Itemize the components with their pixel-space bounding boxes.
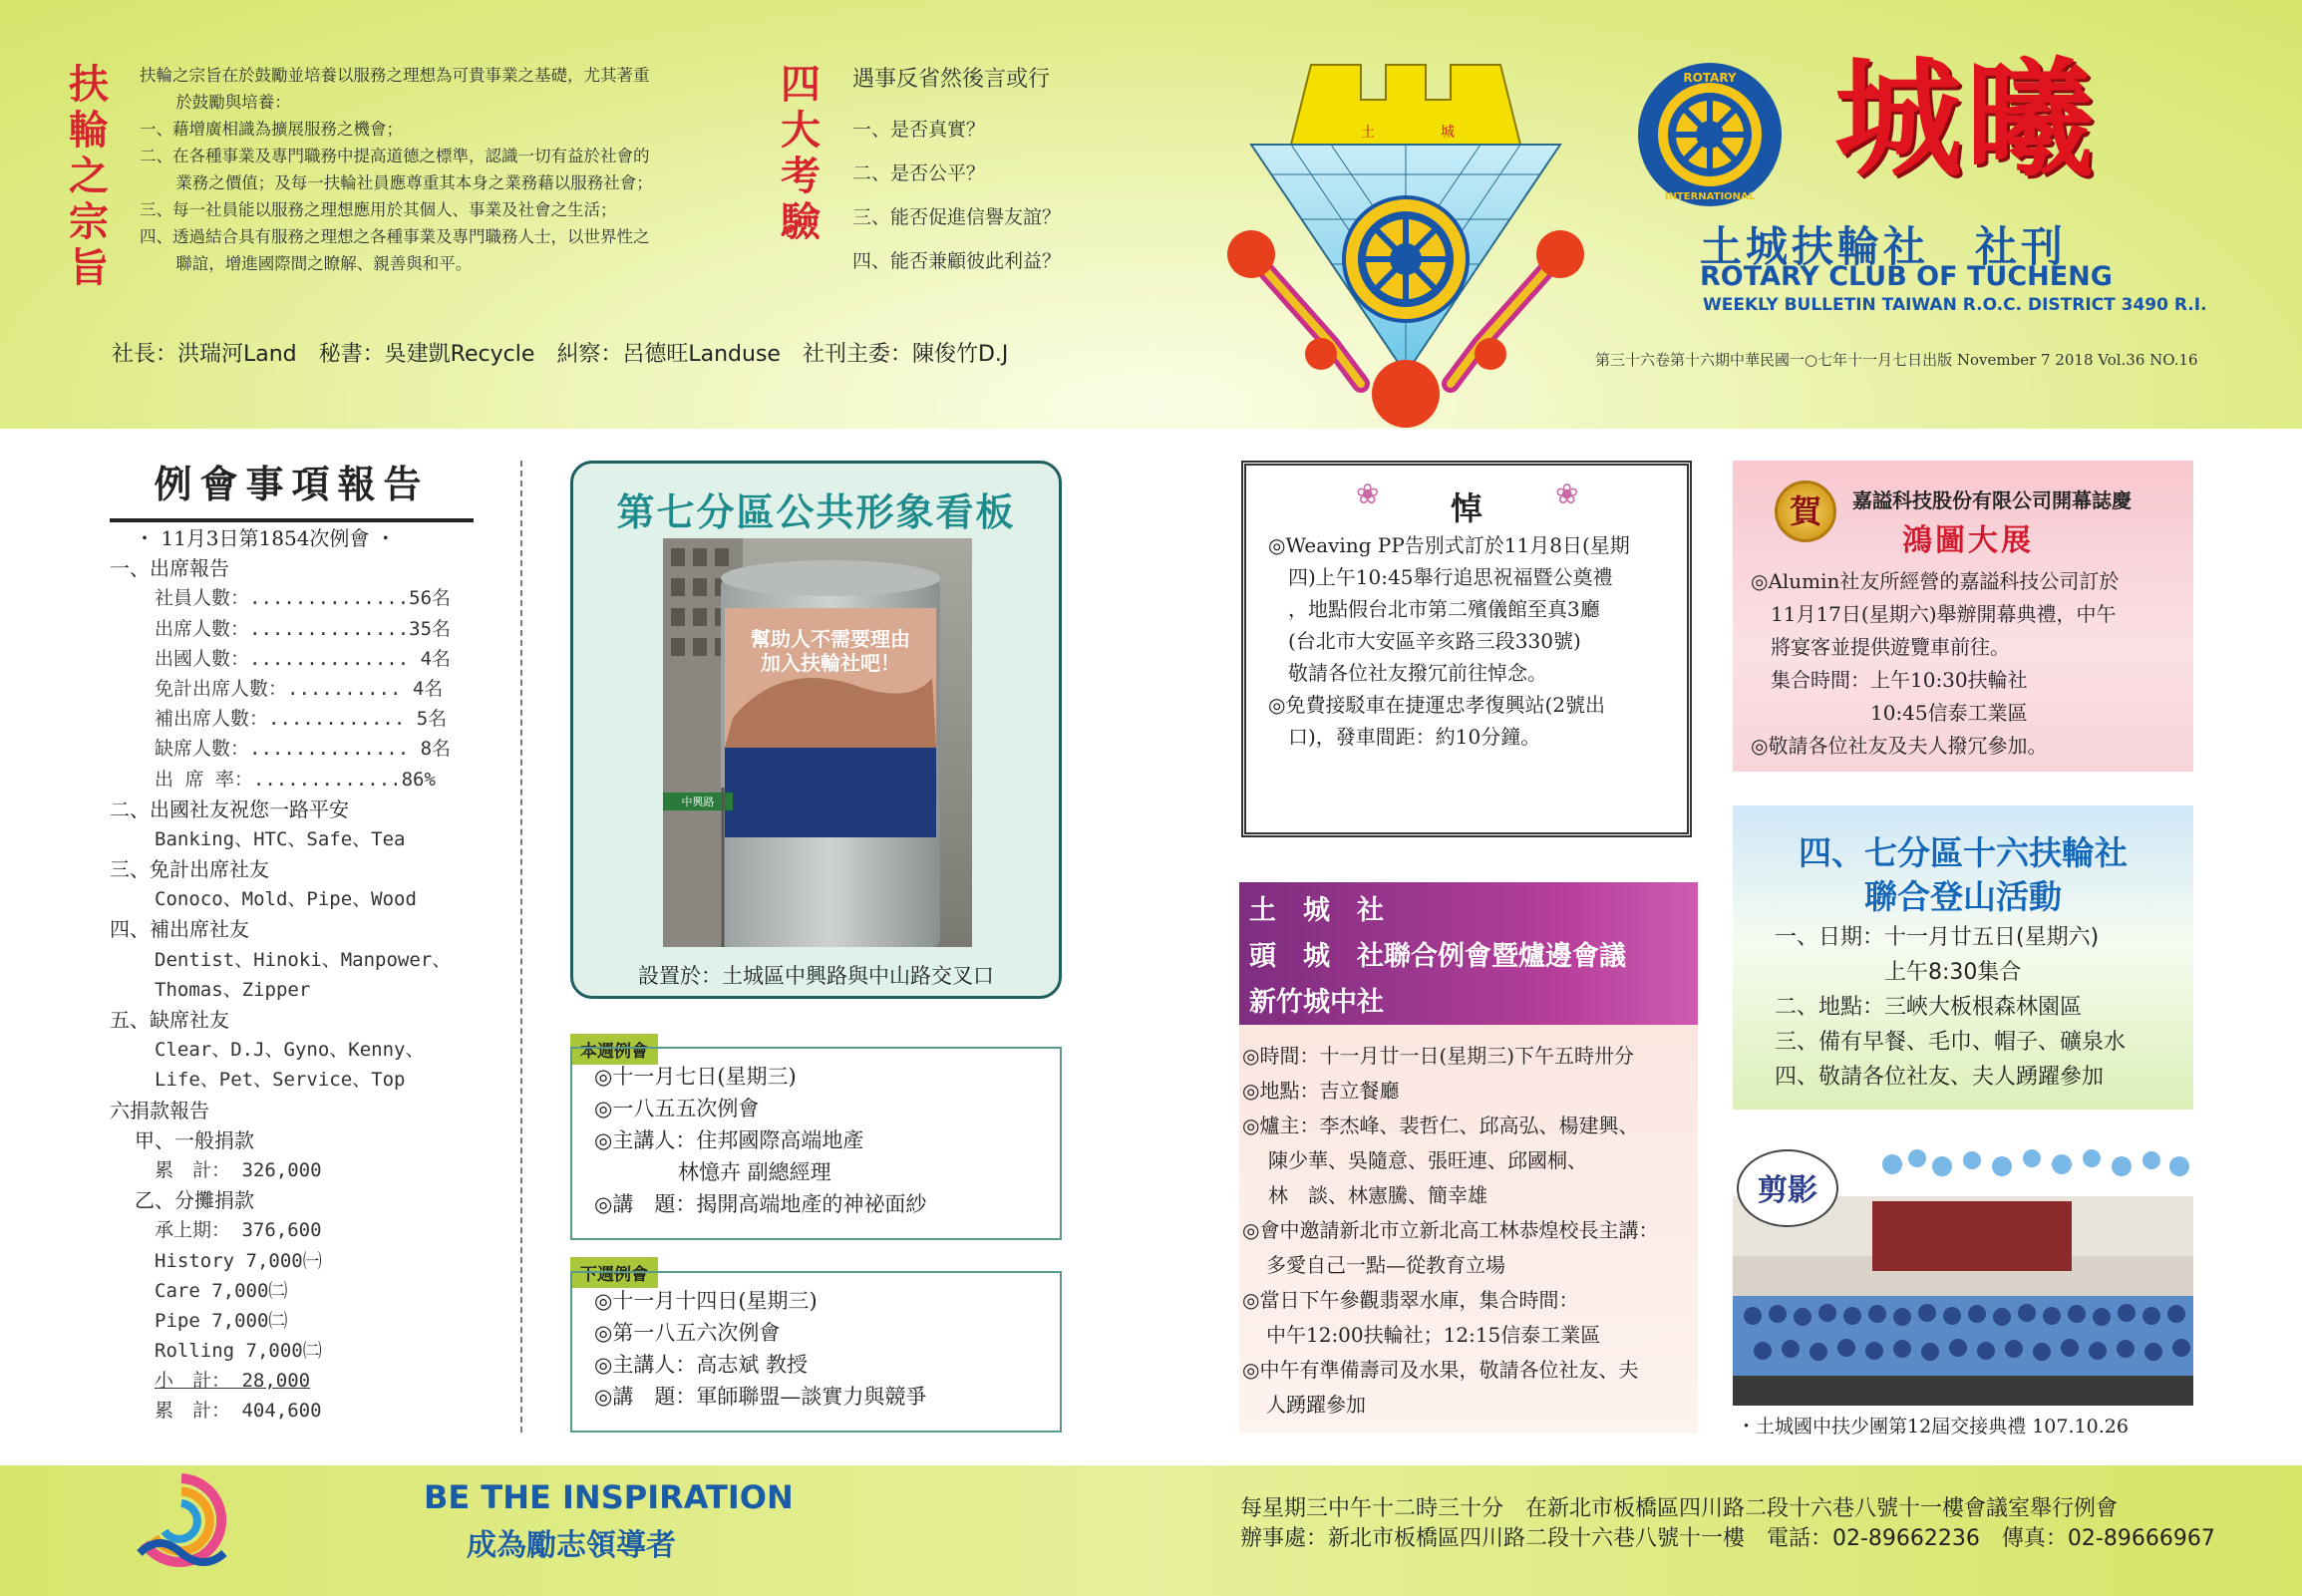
four-way-test-item: 二、是否公平？ — [852, 162, 986, 184]
meeting-number: ・ 11月3日第1854次例會 ・ — [135, 526, 396, 550]
joint-meeting-row: 多愛自己一點—從教育立場 — [1266, 1253, 1505, 1277]
this-week-box — [570, 1047, 1062, 1240]
joint-meeting-row: ◎會中邀請新北市立新北高工林恭煌校長主講： — [1242, 1218, 1659, 1242]
hiking-row: 三、備有早餐、毛巾、帽子、礦泉水 — [1775, 1030, 2127, 1055]
vertical-title-text: 四 大 考 驗 — [781, 61, 821, 245]
joint-meeting-row: ◎時間：十一月廿一日(星期三)下午五時卅分 — [1242, 1044, 1635, 1068]
joint-meeting-row: ◎當日下午參觀翡翠水庫，集合時間： — [1242, 1288, 1579, 1312]
purpose-line: 一、藉增廣相識為擴展服務之機會； — [140, 120, 403, 139]
issue-info: 第三十六卷第十六期中華民國一○七年十一月七日出版 November 7 2018 Vol.36 NO.16 — [1595, 351, 2198, 369]
district-image-board — [570, 461, 1062, 999]
joint-meeting-row: 陳少華、吳隨意、張旺連、邱國桐、 — [1268, 1148, 1587, 1172]
officer-entry: 社刊主委：陳俊竹D.J — [802, 342, 1009, 367]
condolence-notice — [1241, 461, 1692, 837]
report-row: 二、出國社友祝您一路平安 — [110, 797, 349, 821]
report-row: 缺席人數：.............. 8名 — [155, 738, 452, 761]
meeting-report — [110, 523, 508, 1427]
congrats-row: ◎Alumin社友所經營的嘉謚科技公司訂於 — [1751, 569, 2120, 593]
brand-title: 城曦 — [1834, 45, 2099, 194]
this-week-row: ◎主講人：住邦國際高端地產 — [594, 1128, 864, 1152]
next-week-box — [570, 1271, 1062, 1433]
this-week-label: 本週例會 — [570, 1034, 658, 1065]
club-subtitle: WEEKLY BULLETIN TAIWAN R.O.C. DISTRICT 3490 R.I. — [1703, 295, 2207, 315]
flower-icon-left: ❀ — [1356, 478, 1380, 510]
condolence-line: 口)，發車間距：約10分鐘。 — [1268, 725, 1541, 749]
this-week-row: ◎一八五五次例會 — [594, 1097, 760, 1120]
billboard-text-2: 加入扶輪社吧！ — [761, 651, 900, 675]
officers-line — [112, 337, 1030, 368]
condolence-line: ◎免費接駁車在捷運忠孝復興站(2號出 — [1268, 693, 1605, 717]
report-row: 免計出席人數：.......... 4名 — [155, 677, 444, 700]
this-week-row: ◎講 題：揭開高端地產的神祕面紗 — [594, 1192, 927, 1216]
report-row: 出 席 率：.............86% — [155, 768, 436, 791]
report-row: History 7,000㈠ — [155, 1249, 322, 1272]
hiking-row: 上午8:30集合 — [1775, 960, 2022, 985]
report-row: 補出席人數：............ 5名 — [155, 708, 448, 731]
four-way-test-item: 四、能否兼顧彼此利益？ — [852, 250, 1062, 272]
wheel-text-top: ROTARY — [1683, 71, 1737, 85]
congrats-row: 集合時間：上午10:30扶輪社 — [1751, 668, 2028, 692]
joint-head-line-2: 頭 城 社聯合例會暨爐邊會議 — [1249, 941, 1626, 972]
next-week-row: ◎主講人：高志斌 教授 — [594, 1353, 808, 1377]
purpose-line: 二、在各種事業及專門職務中提高道德之標準，認識一切有益於社會的 — [140, 147, 650, 165]
condolence-body — [1268, 529, 1677, 753]
hiking-row: 一、日期：十一月廿五日(星期六) — [1775, 925, 2100, 950]
next-week-row: ◎十一月十四日(星期三) — [594, 1289, 818, 1313]
congrats-row: 11月17日(星期六)舉辦開幕典禮，中午 — [1751, 602, 2117, 626]
flower-icon-right: ❀ — [1555, 478, 1579, 510]
joint-meeting-row: ◎爐主：李杰峰、裴哲仁、邱高弘、楊建興、 — [1242, 1114, 1639, 1137]
office-contact: 辦事處：新北市板橋區四川路二段十六巷八號十一樓 電話：02-89662236 傳真：02-89666967 — [1240, 1526, 2215, 1551]
report-row: Banking、HTC、Safe、Tea — [155, 827, 406, 850]
purpose-line: 業務之價值；及每一扶輪社員應尊重其本身之業務藉以服務社會； — [175, 173, 653, 192]
logo-char-2: 城 — [1441, 125, 1455, 141]
report-row: Clear、D.J、Gyno、Kenny、 — [155, 1039, 425, 1062]
hiking-title-1: 四、七分區十六扶輪社 — [1799, 833, 2128, 872]
slogan-cn: 成為勵志領導者 — [467, 1528, 676, 1563]
next-week-row: ◎講 題：軍師聯盟—談實力與競爭 — [594, 1385, 927, 1409]
rotary-wheel-icon — [1635, 60, 1785, 209]
wheel-text-bottom: INTERNATIONAL — [1664, 191, 1756, 202]
report-row: Dentist、Hinoki、Manpower、 — [155, 948, 452, 971]
report-row: 五、缺席社友 — [110, 1008, 229, 1032]
this-week-row: ◎十一月七日(星期三) — [594, 1065, 797, 1089]
joint-meeting-row: 中午12:00扶輪社；12:15信泰工業區 — [1266, 1323, 1601, 1347]
joint-head-line-1: 土 城 社 — [1249, 895, 1384, 926]
report-row: Conoco、Mold、Pipe、Wood — [155, 888, 417, 911]
group-photo — [1733, 1146, 2193, 1406]
report-row: 小 計： 28,000 — [155, 1370, 311, 1393]
logo-char-1: 土 — [1361, 125, 1375, 141]
congrats-row: 10:45信泰工業區 — [1751, 701, 2028, 725]
joint-head-line-3: 新竹城中社 — [1249, 987, 1384, 1018]
slogan-en: BE THE INSPIRATION — [424, 1478, 794, 1516]
hiking-row: 四、敬請各位社友、夫人踴躍參加 — [1775, 1065, 2105, 1090]
joint-meeting-row: 林 談、林憲騰、簡幸雄 — [1268, 1183, 1487, 1207]
joint-meeting-row: 人踴躍參加 — [1266, 1393, 1366, 1417]
report-row: 累 計： 404,600 — [155, 1400, 322, 1423]
next-week-row: ◎第一八五六次例會 — [594, 1321, 781, 1345]
officer-entry: 糾察：呂德旺Landuse — [556, 342, 781, 367]
report-row: 四、補出席社友 — [110, 917, 249, 942]
report-row: Pipe 7,000㈡ — [155, 1309, 288, 1332]
inspiration-logo-icon — [135, 1473, 229, 1573]
report-row: 出國人數：.............. 4名 — [155, 647, 452, 670]
this-week-row: 林憶卉 副總經理 — [594, 1160, 831, 1184]
photo-caption: ・土城國中扶少團第12屆交接典禮 107.10.26 — [1737, 1416, 2129, 1437]
report-row: 六捐款報告 — [110, 1098, 209, 1122]
billboard-photo — [663, 538, 972, 947]
board-title: 第七分區公共形象看板 — [616, 490, 1016, 534]
condolence-title: 悼 — [1450, 489, 1482, 527]
condolence-line: 敬請各位社友撥冗前往悼念。 — [1268, 661, 1547, 685]
billboard-text-1: 幫助人不需要理由 — [751, 627, 910, 651]
report-row: 累 計： 326,000 — [155, 1158, 322, 1181]
purpose-title — [64, 62, 114, 291]
joint-meeting-row: ◎中午有準備壽司及水果，敬請各位社友、夫 — [1242, 1358, 1639, 1382]
four-way-test-item: 三、能否促進信譽友誼？ — [852, 206, 1062, 228]
joint-meeting-header — [1239, 882, 1698, 1025]
officer-entry: 社長：洪瑞河Land — [112, 342, 297, 367]
condolence-line: 四)上午10:45舉行追思祝福暨公奠禮 — [1268, 565, 1613, 589]
joint-meeting-body — [1239, 1025, 1698, 1434]
report-row: 乙、分攤捐款 — [135, 1188, 254, 1213]
hiking-row: 二、地點：三峽大板根森林園區 — [1775, 995, 2083, 1020]
hiking-body — [1775, 920, 2126, 1095]
four-way-test-item: 一、是否真實？ — [852, 119, 986, 141]
club-name-cn: 土城扶輪社 社刊 — [1700, 222, 2068, 271]
report-row: Care 7,000㈡ — [155, 1279, 288, 1302]
report-row: 三、免計出席社友 — [110, 857, 269, 882]
four-way-test-heading: 遇事反省然後言或行 — [852, 67, 1051, 92]
tucheng-diamond-logo — [1211, 55, 1600, 434]
vertical-title-text: 扶 輪 之 宗 旨 — [69, 61, 109, 291]
next-week-label: 下週例會 — [570, 1257, 658, 1288]
condolence-line: ◎Weaving PP告別式訂於11月8日(星期 — [1268, 533, 1630, 557]
report-row: 甲、一般捐款 — [135, 1127, 254, 1152]
four-way-test — [852, 62, 1112, 290]
street-sign: 中興路 — [681, 796, 715, 808]
purpose-line: 聯誼，增進國際間之瞭解、親善與和平。 — [175, 254, 473, 273]
meeting-schedule: 每星期三中午十二時三十分 在新北市板橋區四川路二段十六巷八號十一樓會議室舉行例會 — [1240, 1496, 2119, 1521]
congrats-body — [1751, 565, 2189, 763]
purpose-line: 扶輪之宗旨在於鼓勵並培養以服務之理想為可貴事業之基礎，尤其著重 — [140, 66, 650, 85]
photo-badge: 剪影 — [1758, 1173, 1817, 1208]
report-row: Rolling 7,000㈡ — [155, 1340, 322, 1363]
report-row: Life、Pet、Service、Top — [155, 1069, 406, 1092]
congrats-row: ◎敬請各位社友及夫人撥冗參加。 — [1751, 734, 2048, 758]
report-row: 社員人數：..............56名 — [155, 587, 452, 610]
report-row: Thomas、Zipper — [155, 978, 311, 1001]
congrats-slogan: 鴻圖大展 — [1902, 523, 2034, 558]
congrats-badge: 賀 — [1775, 480, 1836, 542]
joint-meeting-row: ◎地點：吉立餐廳 — [1242, 1079, 1400, 1103]
purpose-line: 於鼓勵與培養： — [175, 93, 291, 112]
report-title: 例會事項報告 — [110, 454, 474, 522]
hiking-title-2: 聯合登山活動 — [1864, 877, 2062, 916]
report-row: 一、出席報告 — [110, 556, 229, 581]
purpose-line: 三、每一社員能以服務之理想應用於其個人、事業及社會之生活； — [140, 200, 617, 219]
club-name-en: ROTARY CLUB OF TUCHENG — [1700, 261, 2113, 292]
report-row: 承上期： 376,600 — [155, 1219, 322, 1242]
congrats-notice — [1733, 461, 2193, 772]
condolence-line: (台北市大安區辛亥路三段330號) — [1268, 629, 1581, 653]
four-way-test-title — [776, 62, 825, 245]
board-caption: 設置於：土城區中興路與中山路交叉口 — [638, 964, 994, 988]
officer-entry: 秘書：吳建凱Recycle — [318, 342, 535, 367]
purpose-text — [140, 62, 738, 277]
purpose-line: 四、透過結合具有服務之理想之各種事業及專門職務人士，以世界性之 — [140, 227, 650, 246]
hiking-notice — [1733, 805, 2193, 1110]
report-row: 出席人數：..............35名 — [155, 617, 452, 640]
congrats-row: 將宴客並提供遊覽車前往。 — [1751, 635, 2010, 659]
congrats-company: 嘉謚科技股份有限公司開幕誌慶 — [1852, 488, 2132, 512]
condolence-line: ，地點假台北市第二殯儀館至真3廳 — [1268, 597, 1600, 621]
column-divider — [520, 461, 522, 1433]
